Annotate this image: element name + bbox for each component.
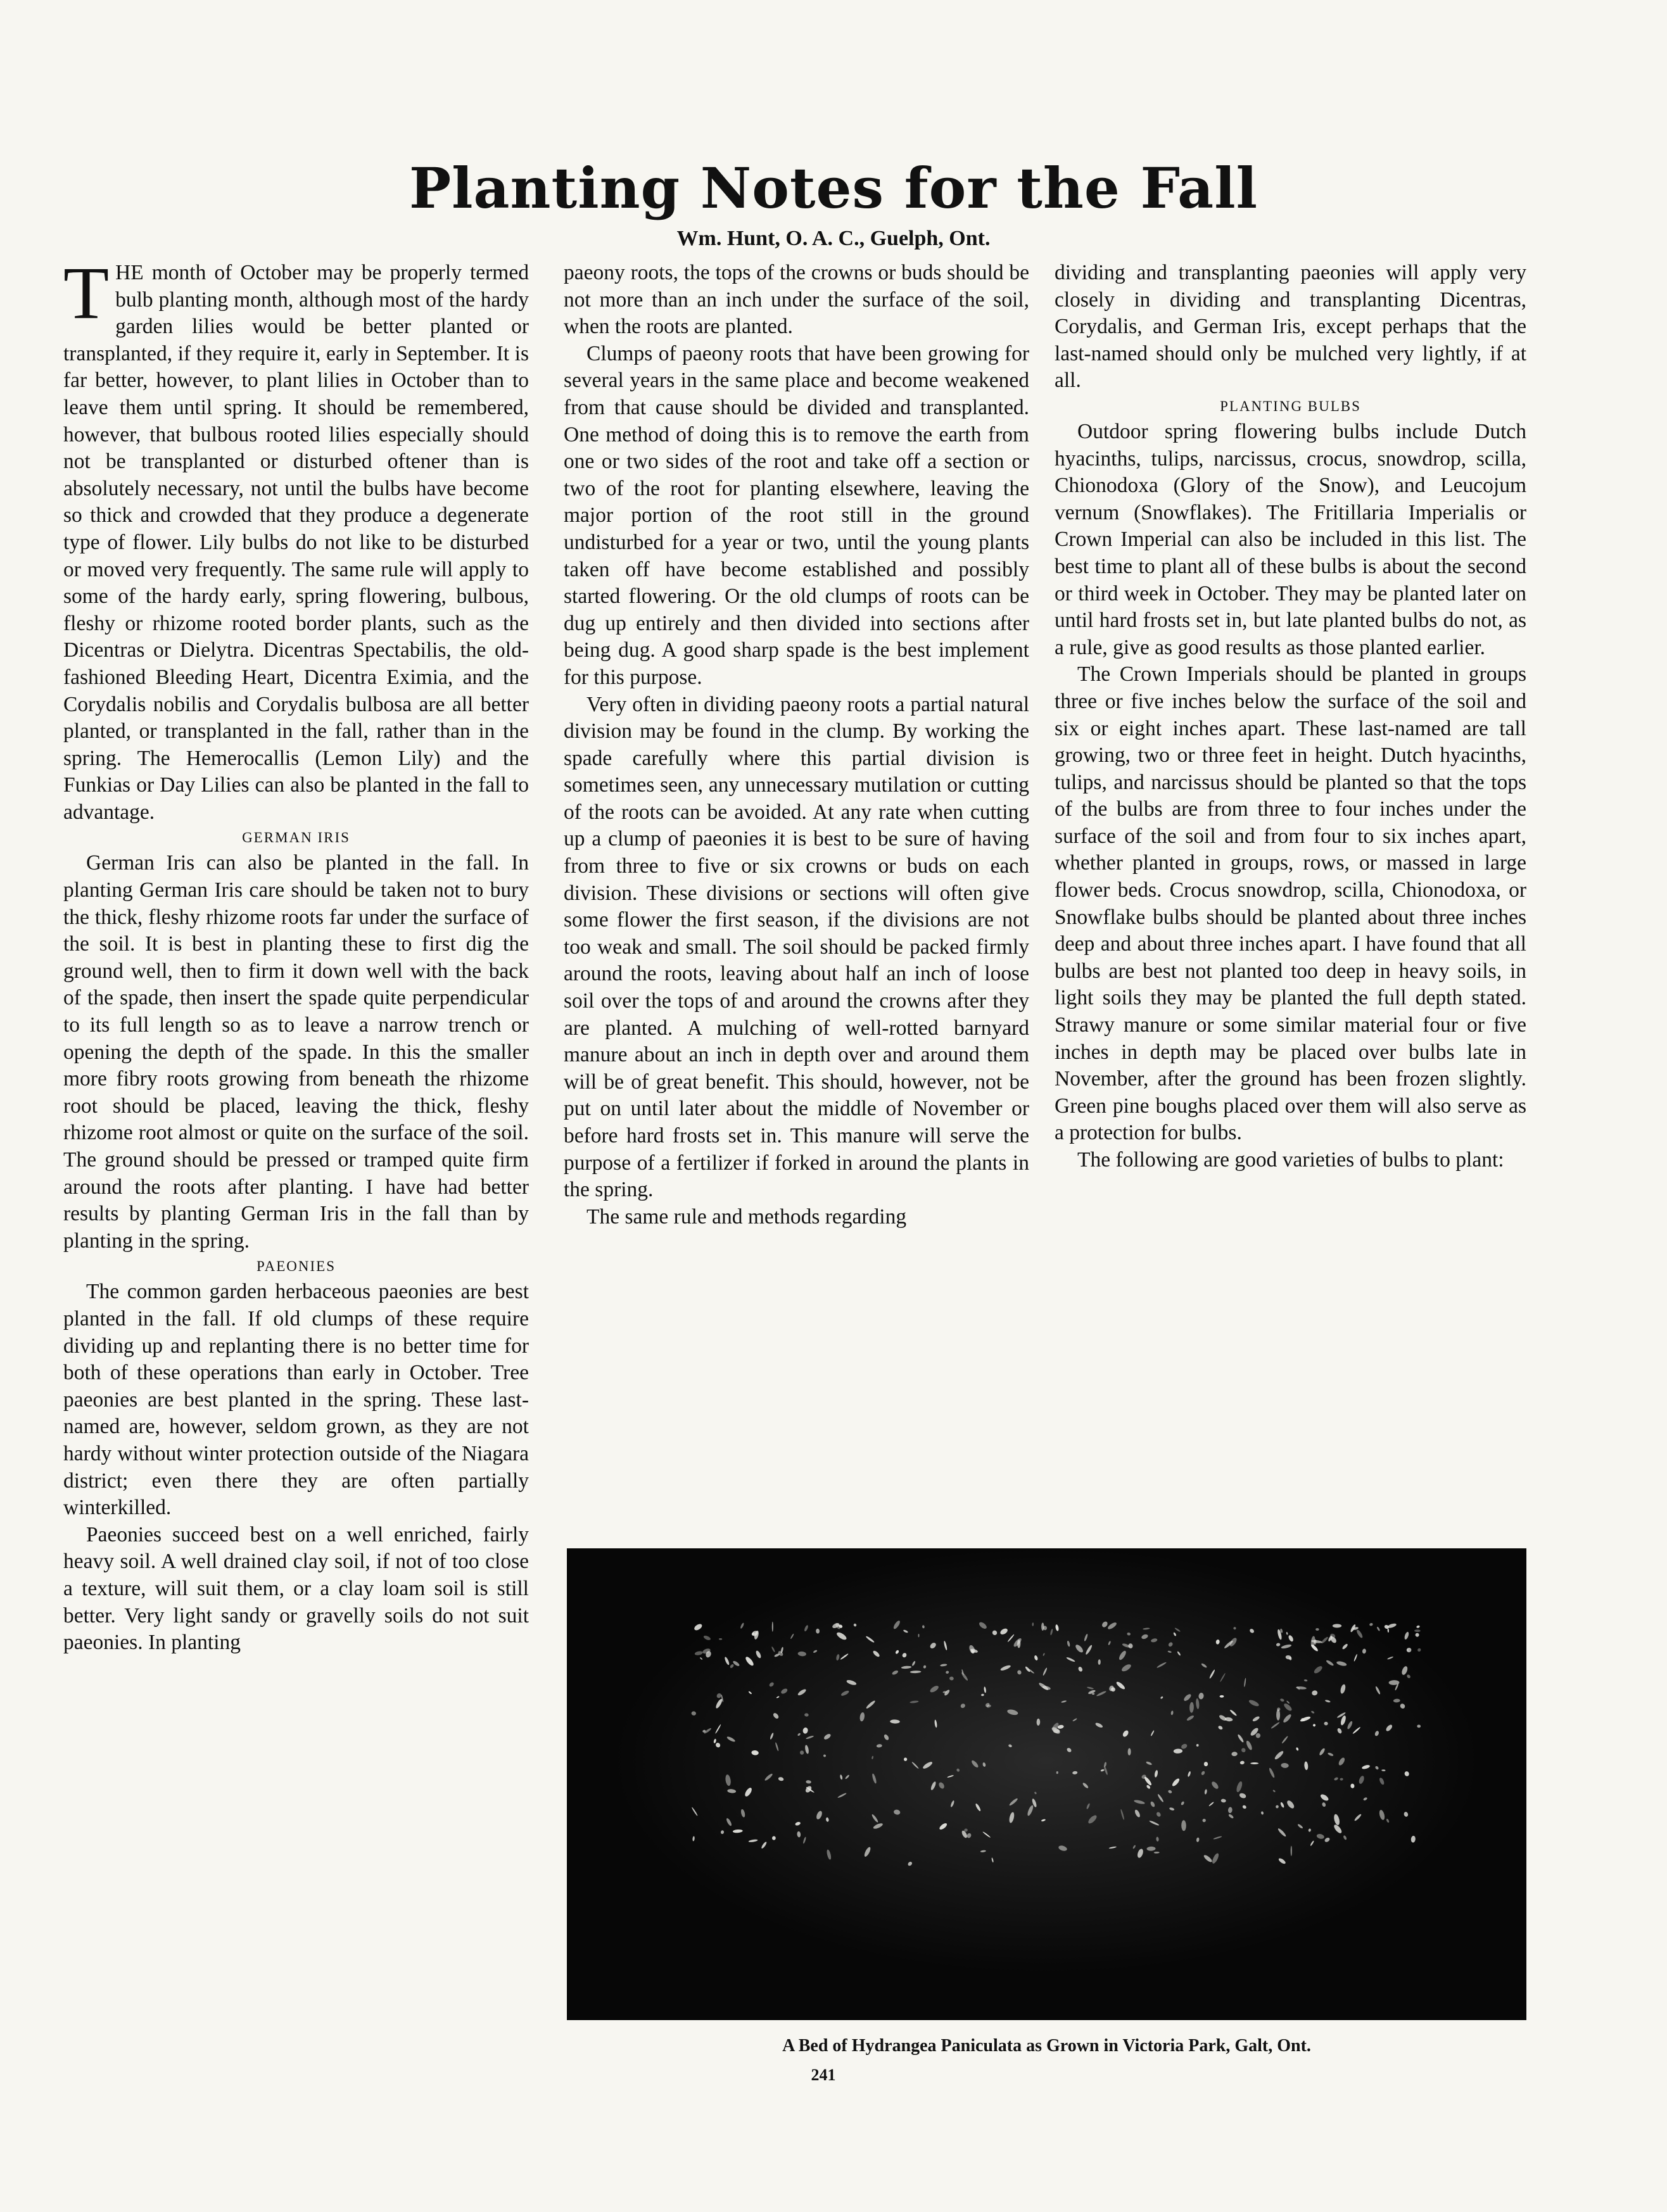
text-column-1: [63, 251, 529, 1657]
text-column-2: [564, 260, 1029, 1230]
paragraph: Outdoor spring flowering bulbs include Dutch hyacinths, tulips, narcissus, crocus, snowdrop, scilla, Chionodoxa (Glory of the Snow), and Leucojum vernum (Snowflakes). The Fritillaria Imperialis or Crown Imperial can also be included in this list. The best time to plant all of these bulbs is about the second or third week in October. They may be planted later on until hard frosts set in, but late planted bulbs do not, as a rule, give as good results as those planted earlier.: [1055, 419, 1526, 659]
paragraph: The common garden herbaceous paeonies are best planted in the fall. If old clumps of these require dividing up and replanting there is no better time for both of these operations than early in October. Tree paeonies are best planted in the spring. These last-named are, however, seldom grown, as they are not hardy without winter protection outside of the Niagara district; even there they are often partially winterkilled.: [63, 1280, 529, 1520]
paragraph: Very often in dividing paeony roots a partial natural division may be found in the clump. By working the spade carefully where this partial division is sometimes seen, any unnecessary mutilation or cutting of the roots can be avoided. At any rate when cutting up a clump of paeonies it is best to be sure of having from three to five or six crowns or buds on each division. These divisions or sections will often give some flower the first season, if the divisions are not too weak and small. The soil should be packed firmly around the roots, leaving about half an inch of loose soil over the tops of and around the crowns after they are planted. A mulching of well-rotted barnyard manure about an inch in depth over and around them will be of great benefit. This should, however, not be put on until later about the middle of November or before hard frosts set in. This manure will serve the purpose of a fertilizer if forked in around the plants in the spring.: [564, 692, 1029, 1202]
photo-image: [567, 1548, 1526, 2020]
hydrangea-bed-photo: [567, 1548, 1526, 2020]
paragraph: [63, 251, 529, 826]
section-heading-german-iris: GERMAN IRIS: [242, 830, 350, 846]
article-title: Planting Notes for the Fall: [409, 155, 1258, 221]
paragraph: paeony roots, the tops of the crowns or buds should be not more than an inch under the surface of the soil, when the roots are planted.: [564, 261, 1029, 339]
drop-cap: T: [63, 251, 110, 334]
flower-speckle: [772, 1622, 773, 1632]
flower-speckle: [1291, 1846, 1292, 1856]
paragraph: dividing and transplanting paeonies will apply very closely in dividing and transplanting Dicentras, Corydalis, and German Iris, except perhaps that the last-named should only be mulched very lightly, if at all.: [1055, 261, 1526, 393]
paragraph: The same rule and methods regarding: [586, 1204, 907, 1229]
paragraph: The Crown Imperials should be planted in groups three or five inches below the surface of the soil and six or eight inches apart. These last-named are tall growing, two or three feet in height. Dutch hyacinths, tulips, and narcissus should be planted so that the tops of the bulbs are from three to four inches under the surface of the soil and from four to six inches apart, whether planted in groups, rows, or massed in large flower beds. Crocus snowdrop, scilla, Chionodoxa, or Snowflake bulbs should be planted about three inches deep and about three inches apart. I have found that all bulbs are best not planted too deep in heavy soils, in light soils they may be planted the full depth stated. Strawy manure or some similar material four or five inches in depth may be placed over bulbs late in November, after the ground has been frozen slightly. Green pine boughs placed over them will also serve as a protection for bulbs.: [1055, 662, 1526, 1145]
photo-caption: A Bed of Hydrangea Paniculata as Grown in Victoria Park, Galt, Ont.: [782, 2036, 1311, 2056]
section-heading-paeonies: PAEONIES: [256, 1258, 336, 1275]
paragraph: Paeonies succeed best on a well enriched, fairly heavy soil. A well drained clay soil, if not of too close a texture, will suit them, or a clay loam soil is still better. Very light sandy or gravelly soils do not suit paeonies. In planting: [63, 1522, 529, 1655]
flower-speckle: [1276, 1709, 1280, 1721]
text-column-3: [1055, 260, 1526, 1174]
flower-speckle: [1333, 1624, 1341, 1627]
paragraph: German Iris can also be planted in the fall. In planting German Iris care should be taken not to bury the thick, fleshy rhizome roots far under the surface of the soil. It is best in planting these to first dig the ground well, then to firm it down well with the back of the spade, then insert the spade quite perpendicular to its full length so as to leave a narrow trench or opening the depth of the spade. In this the smaller more fibry roots growing from beneath the rhizome root should be placed, leaving the thick, fleshy rhizome root almost or quite on the surface of the soil. The ground should be pressed or tramped quite firm around the roots after planting. I have had better results by planting German Iris in the fall than by planting in the spring.: [63, 851, 529, 1253]
article-byline: Wm. Hunt, O. A. C., Guelph, Ont.: [676, 227, 991, 250]
section-heading-planting-bulbs: PLANTING BULBS: [1220, 398, 1361, 414]
paragraph: The following are good varieties of bulbs to plant:: [1077, 1148, 1504, 1172]
paragraph-text: HE month of October may be properly termed bulb planting month, although most of the hardy garden lilies would be better planted or transplanted, if they require it, early in September. It is far better, however, to plant lilies in October than to leave them until spring. It should be remembered, however, that bulbous rooted lilies especially should not be transplanted or disturbed oftener than is absolutely necessary, not until the bulbs have become so thick and crowded that they produce a degenerate type of flower. Lily bulbs do not like to be disturbed or moved very frequently. The same rule will apply to some of the hardy early, spring flowering, bulbous, fleshy or rhizome rooted border plants, such as the Dicentras or Dielytra. Dicentras Spectabilis, the old-fashioned Bleeding Heart, Dicentra Eximia, and the Corydalis nobilis and Corydalis bulbosa are all better planted, or transplanted in the fall, rather than in the spring. The Hemerocallis (Lemon Lily) and the Funkias or Day Lilies can also be planted in the fall to advantage.: [63, 261, 529, 824]
paragraph: Clumps of paeony roots that have been growing for several years in the same place and become weakened from that cause should be divided and transplanted. One method of doing this is to remove the earth from one or two sides of the root and take off a section or two of the root for planting elsewhere, leaving the major portion of the root still in the ground undisturbed for a year or two, until the young plants taken off have become established and possibly started flowering. Or the old clumps of roots can be dug up entirely and then divided into sections after being dug. A good sharp spade is the best implement for this purpose.: [564, 341, 1029, 689]
flower-speckle: [1250, 1762, 1258, 1764]
page-number: 241: [811, 2066, 836, 2084]
